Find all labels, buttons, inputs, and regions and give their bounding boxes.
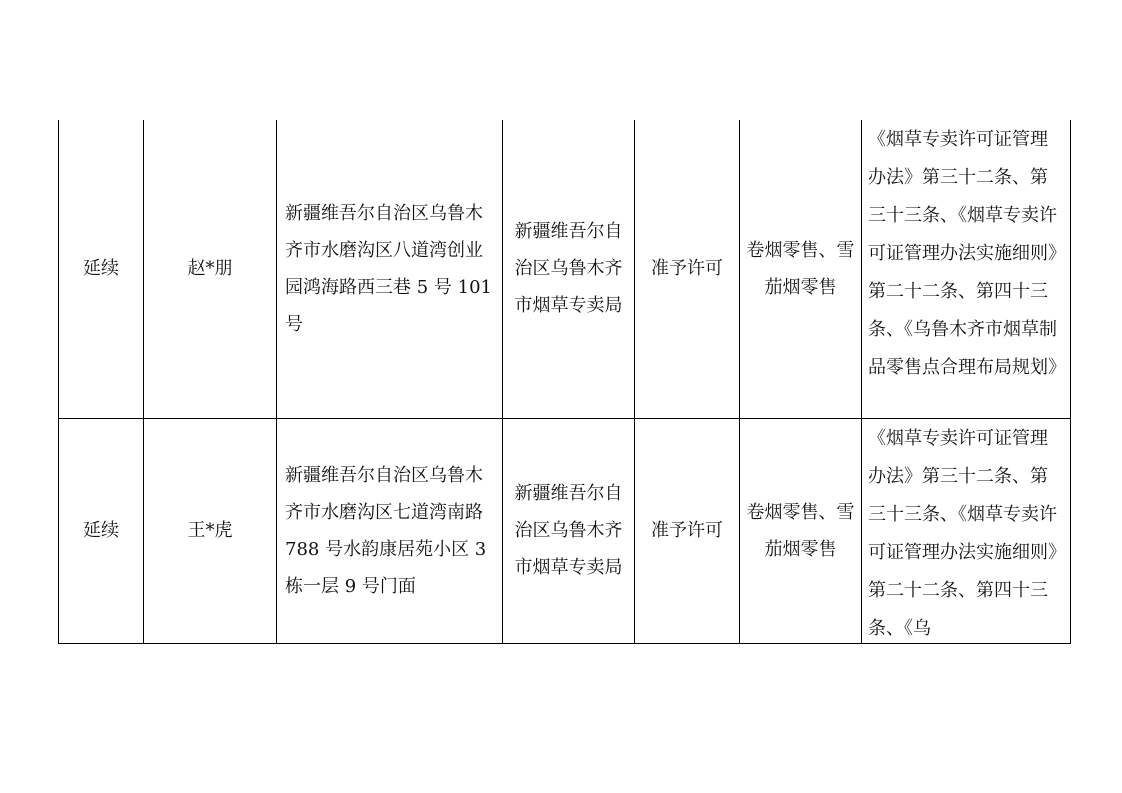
permit-type: 延续: [83, 520, 119, 541]
permit-type: 延续: [83, 258, 119, 280]
table-row: [59, 120, 1071, 418]
business-address: 新疆维吾尔自治区乌鲁木齐市水磨沟区八道湾创业园鸿海路西三巷 5 号 101 号: [285, 202, 492, 335]
legal-basis-clip: [868, 419, 1064, 643]
address-cell: [277, 120, 503, 418]
decision-cell: [635, 120, 740, 418]
address-cell: [277, 418, 503, 643]
holder-name: 赵*朋: [187, 258, 233, 280]
business-scope: 卷烟零售、雪茄烟零售: [746, 239, 855, 298]
authority-cell: [503, 120, 635, 418]
legal-basis-cell: [862, 418, 1071, 643]
scope-cell: [740, 120, 862, 418]
authority-cell: [503, 418, 635, 643]
legal-basis-cell: [862, 120, 1071, 418]
holder-name-cell: [144, 418, 277, 643]
issuing-authority: 新疆维吾尔自治区乌鲁木齐市烟草专卖局: [514, 483, 623, 578]
scope-cell: [740, 418, 862, 643]
issuing-authority: 新疆维吾尔自治区乌鲁木齐市烟草专卖局: [514, 221, 623, 317]
decision: 准予许可: [651, 258, 723, 280]
holder-name: 王*虎: [187, 520, 233, 541]
permit-type-cell: [59, 120, 144, 418]
decision: 准予许可: [651, 520, 723, 541]
table-row: [59, 418, 1071, 643]
business-scope: 卷烟零售、雪茄烟零售: [746, 501, 855, 560]
permit-type-cell: [59, 418, 144, 643]
business-address: 新疆维吾尔自治区乌鲁木齐市水磨沟区七道湾南路 788 号水韵康居苑小区 3 栋一层 9 号门面: [285, 464, 487, 597]
legal-basis: 《烟草专卖许可证管理办法》第三十二条、第三十三条、《烟草专卖许可证管理办法实施细则》第二十二条、第四十三条、《乌: [868, 427, 1057, 639]
decision-cell: [635, 418, 740, 643]
legal-basis: 《烟草专卖许可证管理办法》第三十二条、第三十三条、《烟草专卖许可证管理办法实施细则》第二十二条、第四十三条、《乌鲁木齐市烟草制品零售点合理布局规划》: [868, 129, 1066, 378]
holder-name-cell: [144, 120, 277, 418]
permit-table: [58, 120, 1071, 644]
